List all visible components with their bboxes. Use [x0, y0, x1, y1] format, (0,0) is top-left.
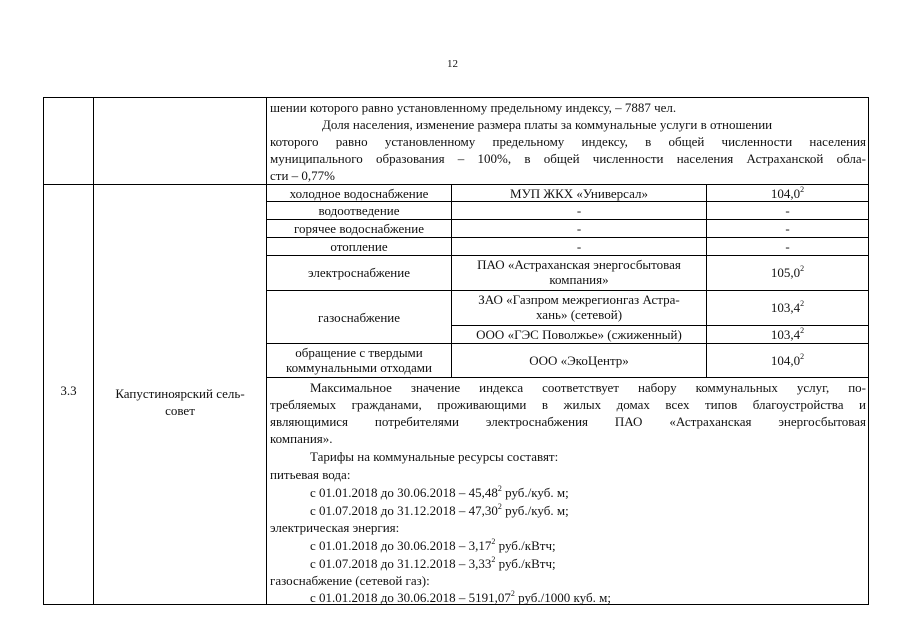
- service-row-divider: [266, 377, 869, 378]
- power-tariff-1: с 01.01.2018 до 30.06.2018 – 3,17$^2$ руб./кВтч;: [310, 536, 556, 553]
- index-value: -: [785, 203, 790, 218]
- paragraph-line: являющимися потребителями электроснабжения ПАО «Астраханская энергосбытовая: [270, 414, 866, 429]
- provider-name: -: [576, 221, 582, 236]
- service-name: [267, 345, 451, 375]
- provider-name: -: [576, 203, 582, 218]
- text-line: которого равно установленному предельному индексу, в общей численности населения: [270, 134, 866, 149]
- service-line: обращение с твердыми: [295, 345, 423, 360]
- water-tariff-2: с 01.07.2018 до 31.12.2018 – 47,30$^2$ руб./куб. м;: [310, 501, 569, 518]
- tariffs-heading: Тарифы на коммунальные ресурсы составят:: [310, 449, 559, 464]
- service-name: горячее водоснабжение: [294, 221, 424, 236]
- power-heading: электрическая энергия:: [270, 520, 400, 535]
- municipality-name: [94, 385, 266, 419]
- paragraph-line: компания».: [270, 431, 333, 446]
- water-tariff-1: с 01.01.2018 до 30.06.2018 – 45,48$^2$ руб./куб. м;: [310, 483, 569, 500]
- provider-name: [452, 292, 706, 322]
- row-divider: [43, 184, 869, 185]
- service-row-divider: [266, 237, 869, 238]
- gas-heading: газоснабжение (сетевой газ):: [270, 573, 430, 588]
- page-number: 12: [447, 58, 458, 70]
- water-heading: питьевая вода:: [270, 467, 351, 482]
- paragraph-line: требляемых гражданами, проживающими в жилых домах всех типов благоустройства и: [270, 397, 866, 412]
- municipality-line: Капустиноярский сель-: [115, 386, 245, 401]
- index-value: -: [785, 239, 790, 254]
- service-row-divider: [451, 325, 869, 326]
- municipality-line: совет: [165, 403, 195, 418]
- provider-name: МУП ЖКХ «Универсал»: [510, 186, 648, 201]
- service-name: холодное водоснабжение: [289, 186, 429, 201]
- service-row-divider: [266, 219, 869, 220]
- index-value: 103,4$^2$: [770, 325, 805, 342]
- service-line: коммунальными отходами: [286, 360, 432, 375]
- service-row-divider: [266, 255, 869, 256]
- service-row-divider: [266, 201, 869, 202]
- provider-line: ПАО «Астраханская энергосбытовая: [477, 257, 681, 272]
- paragraph-line: Максимальное значение индекса соответствует набору коммунальных услуг, по-: [310, 380, 866, 395]
- provider-line: ЗАО «Газпром межрегионгаз Астра-: [478, 292, 680, 307]
- service-name: газоснабжение: [317, 310, 401, 325]
- index-value: -: [785, 221, 790, 236]
- text-line: Доля населения, изменение размера платы за коммунальные услуги в отношении: [322, 117, 773, 132]
- provider-line: компания»: [549, 272, 609, 287]
- service-row-divider: [266, 290, 869, 291]
- provider-name: [452, 257, 706, 287]
- provider-name: ООО «ЭкоЦентр»: [529, 353, 629, 368]
- provider-name: -: [576, 239, 582, 254]
- text-line: шении которого равно установленному предельному индексу, – 7887 чел.: [270, 100, 677, 115]
- index-value: 104,0$^2$: [770, 351, 805, 368]
- row-number: 3.3: [60, 383, 77, 398]
- column-divider: [93, 97, 94, 605]
- index-value: 105,0$^2$: [770, 263, 805, 280]
- index-value: 103,4$^2$: [770, 298, 805, 315]
- text-line: муниципального образования – 100%, в общей численности населения Астраханской обла-: [270, 151, 866, 166]
- text-line: сти – 0,77%: [270, 168, 335, 183]
- index-value: 104,0$^2$: [770, 184, 805, 201]
- gas-tariff-1: с 01.01.2018 до 30.06.2018 – 5191,07$^2$ руб./1000 куб. м;: [310, 588, 611, 605]
- provider-line: хань» (сетевой): [535, 307, 623, 322]
- service-name: электроснабжение: [308, 265, 410, 280]
- service-row-divider: [266, 343, 869, 344]
- service-name: водоотведение: [318, 203, 400, 218]
- power-tariff-2: с 01.07.2018 до 31.12.2018 – 3,33$^2$ руб./кВтч;: [310, 554, 556, 571]
- service-name: отопление: [330, 239, 388, 254]
- table-frame: [43, 97, 869, 605]
- provider-name: ООО «ГЭС Поволжье» (сжиженный): [476, 327, 682, 342]
